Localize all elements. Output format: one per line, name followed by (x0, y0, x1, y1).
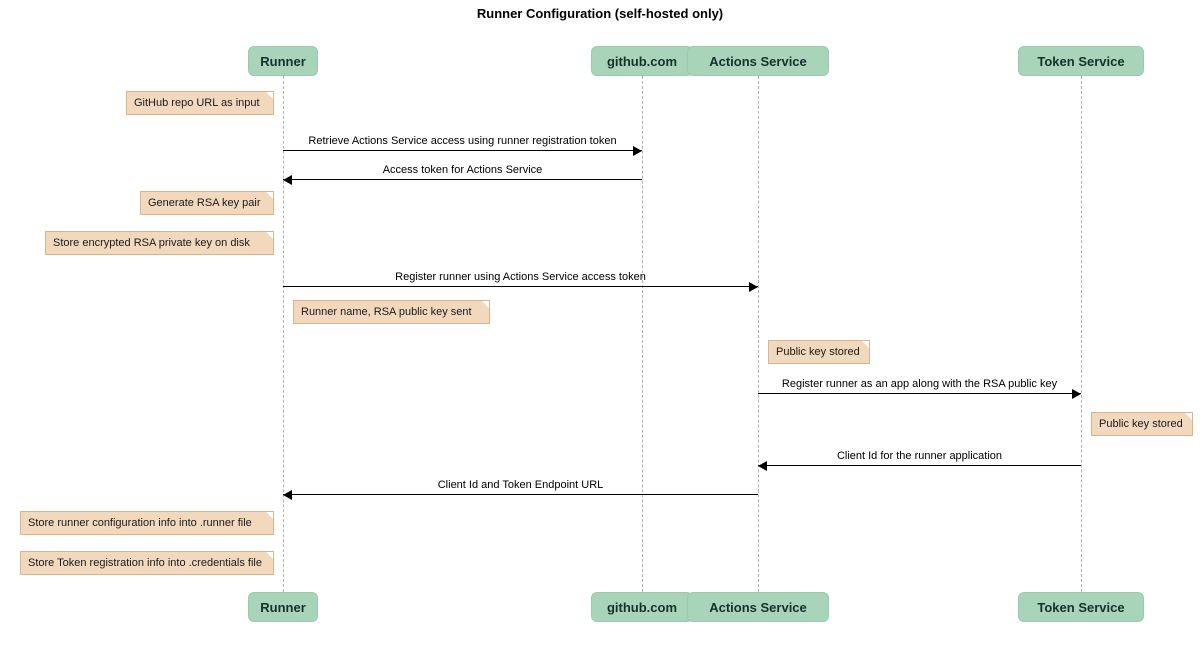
participant-label: Actions Service (709, 53, 807, 69)
message-label: Retrieve Actions Service access using runner registration token (308, 135, 617, 147)
note (126, 91, 274, 115)
arrowhead-icon (633, 146, 642, 156)
participant-actions-top[interactable] (687, 46, 829, 76)
arrowhead-icon (283, 175, 292, 185)
note-text: Public key stored (776, 346, 860, 358)
note-text: Runner name, RSA public key sent (301, 306, 472, 318)
message-label: Access token for Actions Service (382, 164, 543, 176)
note (20, 511, 274, 535)
note-text: Public key stored (1099, 418, 1183, 430)
message-line (283, 286, 758, 287)
lifeline-github (642, 76, 643, 592)
message-label: Client Id for the runner application (836, 450, 1003, 462)
lifeline-runner (283, 76, 284, 592)
participant-label: Actions Service (709, 599, 807, 615)
participant-token-bottom[interactable] (1018, 592, 1144, 622)
note-text: Generate RSA key pair (148, 197, 261, 209)
note (293, 300, 490, 324)
participant-runner-top[interactable] (248, 46, 318, 76)
diagram-title: Runner Configuration (self-hosted only) (476, 6, 724, 21)
note (140, 191, 274, 215)
note (768, 340, 870, 364)
message-line (283, 150, 642, 151)
message-line (283, 494, 758, 495)
participant-label: Runner (260, 599, 306, 615)
arrowhead-icon (758, 461, 767, 471)
message-label: Register runner using Actions Service access token (395, 271, 646, 283)
note-text: Store runner configuration info into .runner file (28, 517, 252, 529)
message-line (283, 179, 642, 180)
participant-label: Runner (260, 53, 306, 69)
participant-github-top[interactable] (591, 46, 693, 76)
note-text: Store encrypted RSA private key on disk (53, 237, 250, 249)
participant-token-top[interactable] (1018, 46, 1144, 76)
note-text: GitHub repo URL as input (134, 97, 260, 109)
note-text: Store Token registration info into .credentials file (28, 557, 262, 569)
message-line (758, 465, 1081, 466)
message-label: Register runner as an app along with the RSA public key (781, 378, 1058, 390)
message-line (758, 393, 1081, 394)
participant-label: Token Service (1037, 53, 1125, 69)
participant-label: Token Service (1037, 599, 1125, 615)
arrowhead-icon (1072, 389, 1081, 399)
lifeline-actions (758, 76, 759, 592)
arrowhead-icon (749, 282, 758, 292)
participant-runner-bottom[interactable] (248, 592, 318, 622)
arrowhead-icon (283, 490, 292, 500)
note (20, 551, 274, 575)
message-label: Client Id and Token Endpoint URL (437, 479, 604, 491)
participant-actions-bottom[interactable] (687, 592, 829, 622)
lifeline-token (1081, 76, 1082, 592)
note (45, 231, 274, 255)
note (1091, 412, 1193, 436)
participant-label: github.com (606, 599, 678, 615)
participant-label: github.com (606, 53, 678, 69)
participant-github-bottom[interactable] (591, 592, 693, 622)
